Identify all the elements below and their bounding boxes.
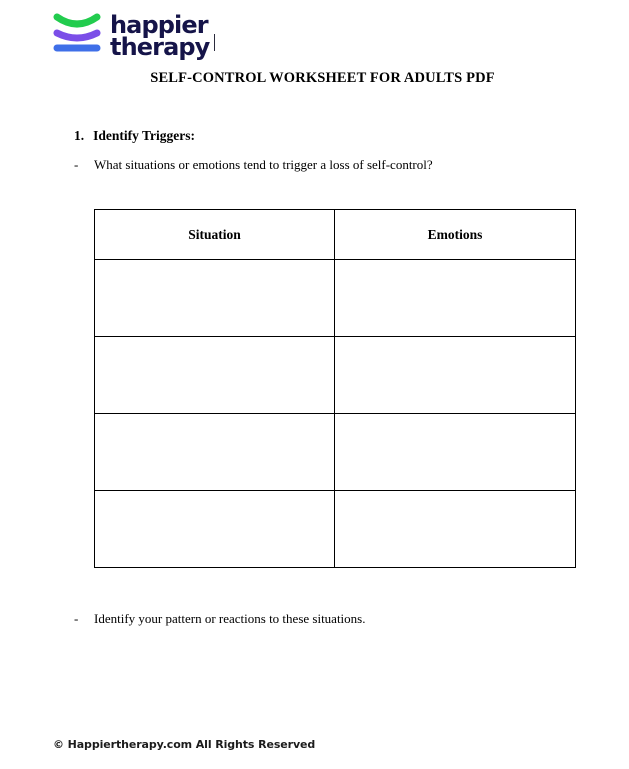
brand-wordmark-line1: happier xyxy=(110,11,208,39)
prompt-trigger-question-text: What situations or emotions tend to trigger a loss of self-control? xyxy=(94,157,433,172)
table-row xyxy=(95,414,576,491)
section-number: 1. xyxy=(74,128,85,143)
table-header-row xyxy=(95,210,576,260)
brand-wordmark xyxy=(110,11,210,61)
table-row xyxy=(95,491,576,568)
cell-emotions[interactable] xyxy=(335,414,576,491)
brand-wordmark-line2: therapy xyxy=(110,33,210,61)
section-heading-label: Identify Triggers: xyxy=(93,128,195,143)
page-title: SELF-CONTROL WORKSHEET FOR ADULTS PDF xyxy=(150,70,495,86)
table-header-emotions: Emotions xyxy=(335,210,576,260)
bullet-dash-icon: - xyxy=(74,157,79,172)
cell-emotions[interactable] xyxy=(335,260,576,337)
table-header-situation: Situation xyxy=(95,210,335,260)
table-row xyxy=(95,260,576,337)
bullet-dash-icon: - xyxy=(74,611,79,626)
section-heading-identify-triggers xyxy=(74,128,195,144)
text-cursor-caret xyxy=(214,34,215,51)
prompt-trigger-question xyxy=(74,156,433,173)
footer-copyright: © Happiertherapy.com All Rights Reserved xyxy=(53,738,316,751)
prompt-identify-pattern-text: Identify your pattern or reactions to these situations. xyxy=(94,611,366,626)
brand-logo xyxy=(53,11,210,61)
cell-situation[interactable] xyxy=(95,260,335,337)
table-row xyxy=(95,337,576,414)
cell-emotions[interactable] xyxy=(335,337,576,414)
happier-therapy-logo-mark xyxy=(53,12,101,58)
prompt-identify-pattern xyxy=(74,610,365,627)
triggers-table xyxy=(94,209,576,568)
cell-situation[interactable] xyxy=(95,337,335,414)
cell-situation[interactable] xyxy=(95,414,335,491)
cell-emotions[interactable] xyxy=(335,491,576,568)
cell-situation[interactable] xyxy=(95,491,335,568)
